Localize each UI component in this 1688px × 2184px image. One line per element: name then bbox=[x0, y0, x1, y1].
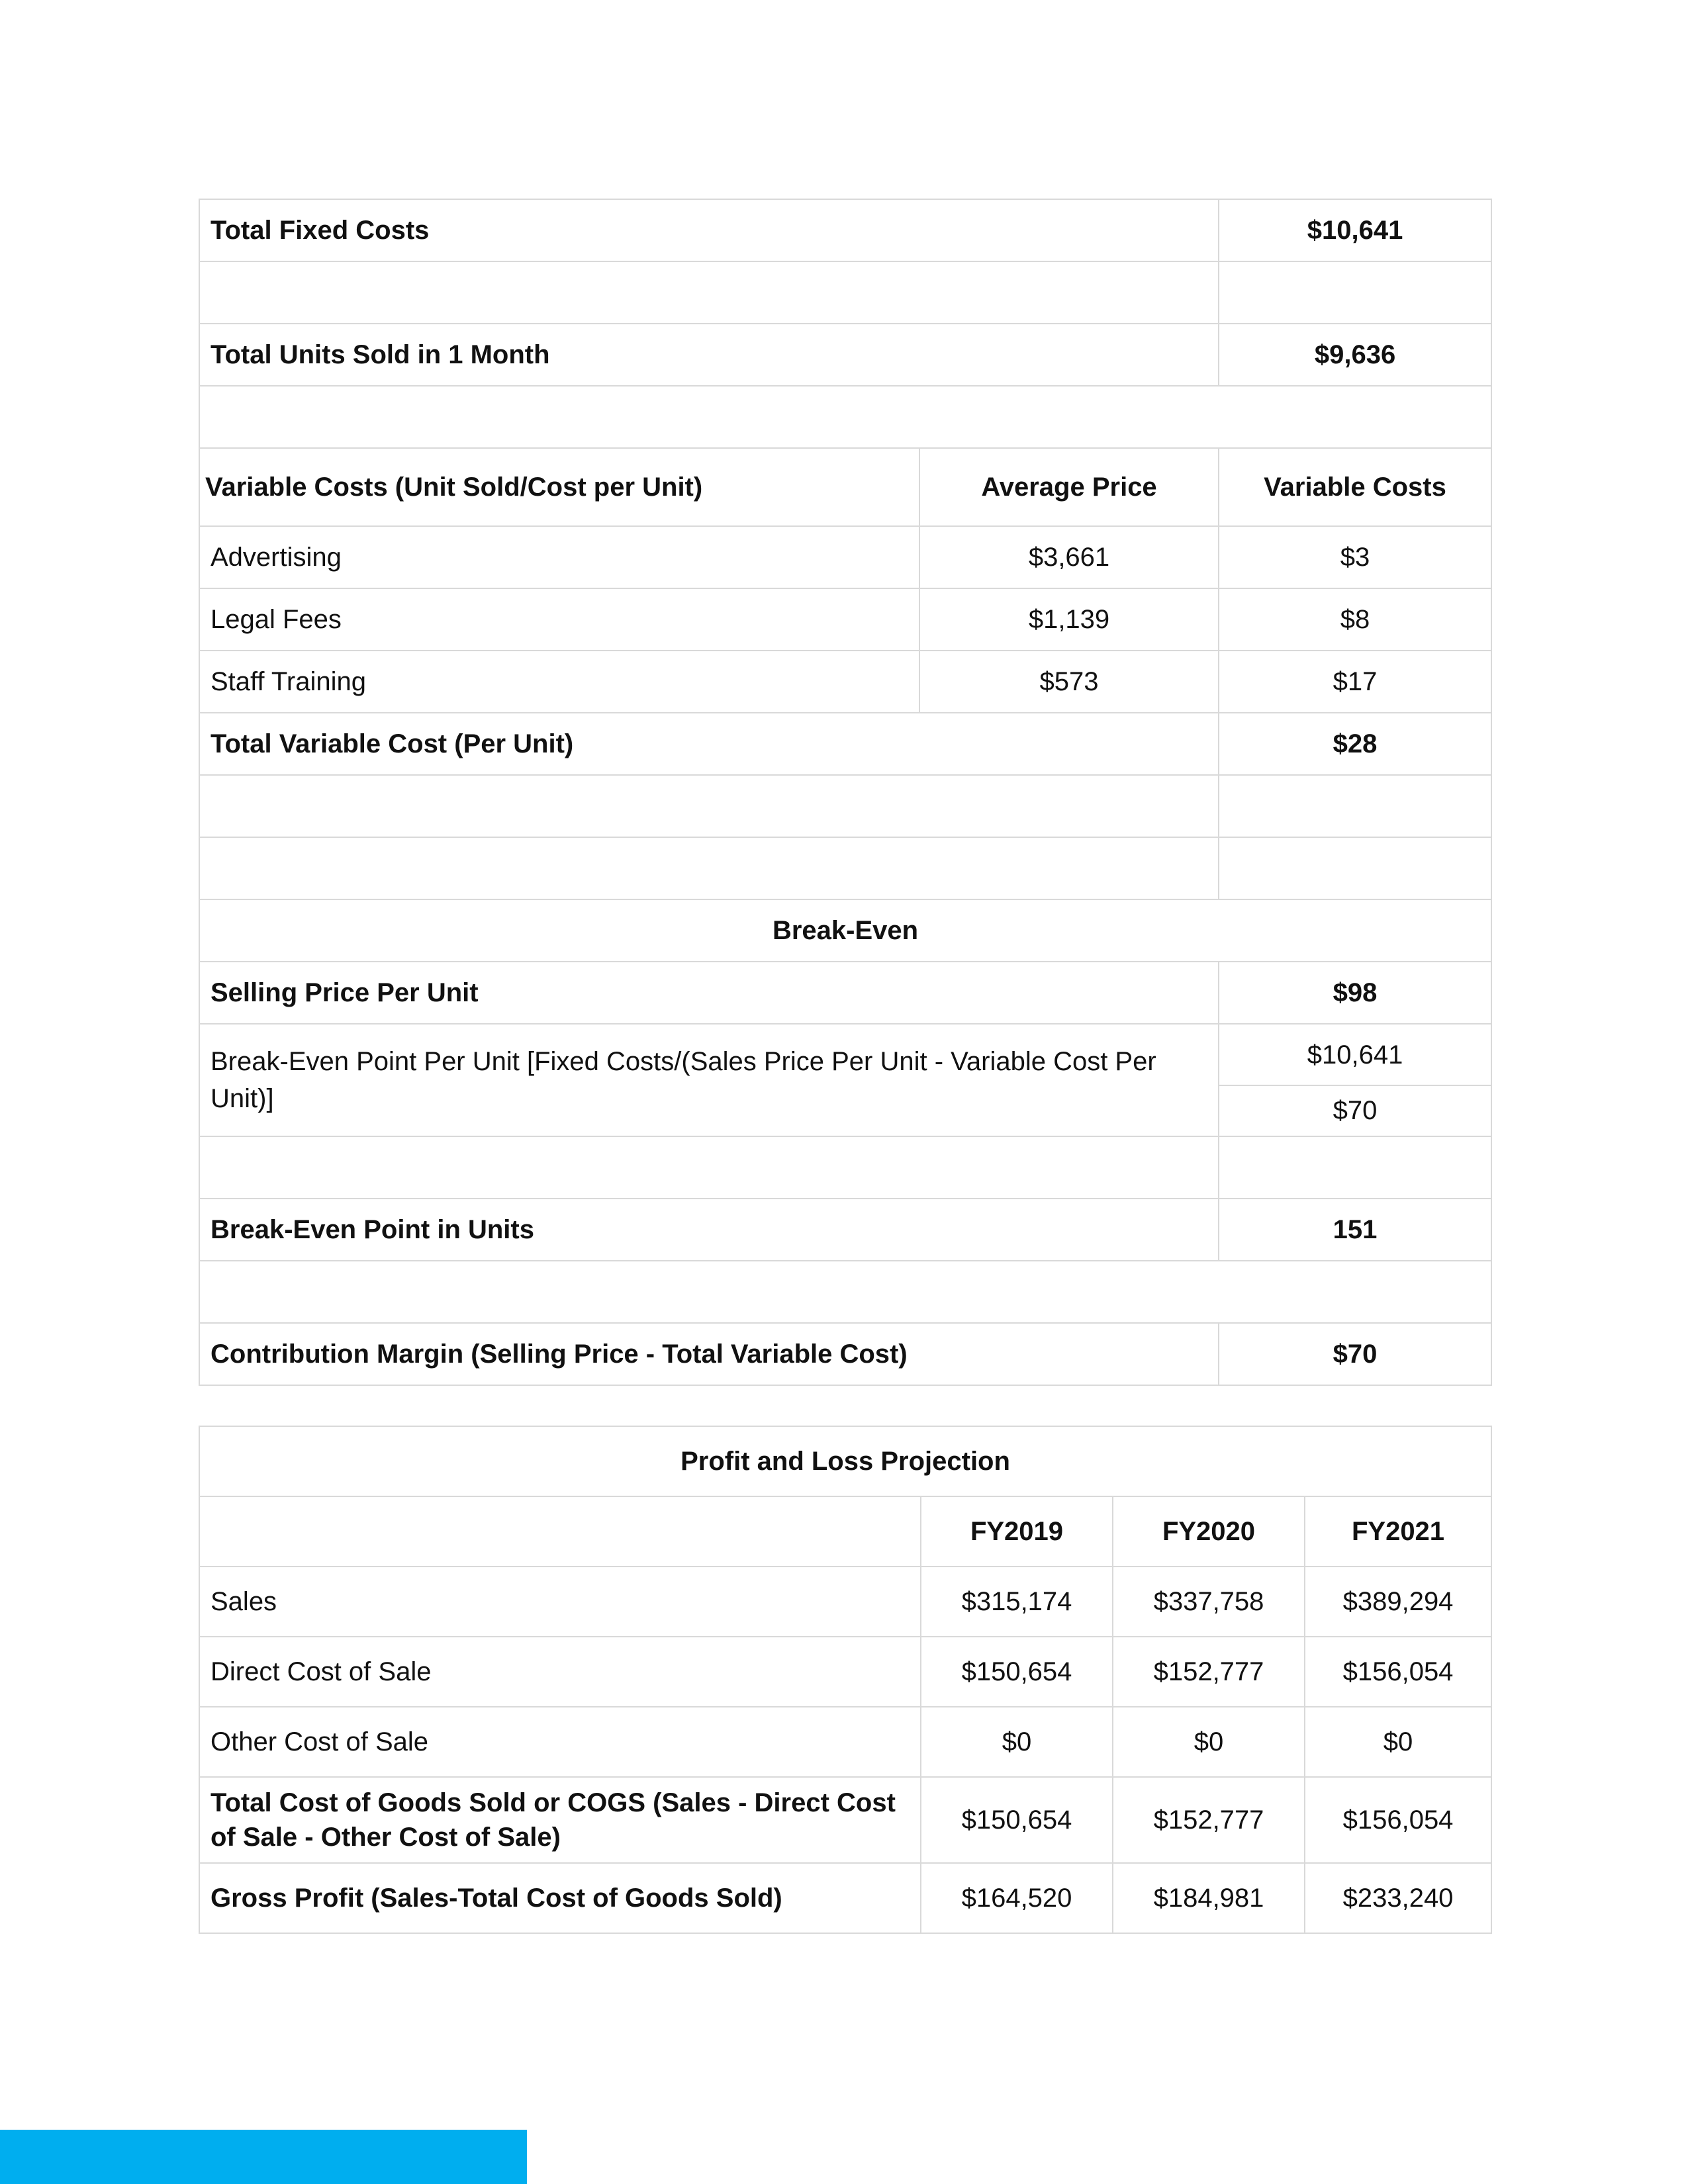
row-value: $0 bbox=[1113, 1707, 1305, 1777]
row-value: $156,054 bbox=[1305, 1777, 1491, 1863]
row-label: Total Cost of Goods Sold or COGS (Sales - Direct Cost of Sale - Other Cost of Sale) bbox=[199, 1777, 921, 1863]
break-even-formula-label: Break-Even Point Per Unit [Fixed Costs/(Sales Price Per Unit - Variable Cost Per Unit)] bbox=[199, 1024, 1219, 1136]
break-even-numerator: $10,641 bbox=[1219, 1025, 1491, 1086]
variable-costs-header: Variable Costs bbox=[1219, 448, 1491, 526]
profit-loss-title: Profit and Loss Projection bbox=[199, 1426, 1491, 1496]
selling-price-value: $98 bbox=[1219, 962, 1491, 1024]
average-price-header: Average Price bbox=[919, 448, 1219, 526]
break-even-units-label: Break-Even Point in Units bbox=[199, 1199, 1219, 1261]
row-value: $389,294 bbox=[1305, 1567, 1491, 1637]
row-value: $184,981 bbox=[1113, 1863, 1305, 1933]
total-fixed-costs-value: $10,641 bbox=[1219, 199, 1491, 261]
average-price-value: $573 bbox=[919, 651, 1219, 713]
year-header: FY2020 bbox=[1113, 1496, 1305, 1567]
break-even-table bbox=[199, 199, 1492, 1386]
break-even-formula-row bbox=[199, 1024, 1491, 1136]
other-cost-row bbox=[199, 1707, 1491, 1777]
total-variable-cost-row bbox=[199, 713, 1491, 775]
year-header: FY2021 bbox=[1305, 1496, 1491, 1567]
row-value: $315,174 bbox=[921, 1567, 1113, 1637]
variable-costs-header-label: Variable Costs (Unit Sold/Cost per Unit) bbox=[199, 448, 919, 526]
gross-profit-row bbox=[199, 1863, 1491, 1933]
variable-cost-row bbox=[199, 526, 1491, 588]
row-value: $233,240 bbox=[1305, 1863, 1491, 1933]
variable-cost-value: $3 bbox=[1219, 526, 1491, 588]
row-value: $337,758 bbox=[1113, 1567, 1305, 1637]
footer-accent-bar bbox=[0, 2130, 527, 2184]
profit-loss-title-row bbox=[199, 1426, 1491, 1496]
break-even-denominator: $70 bbox=[1333, 1096, 1378, 1125]
variable-costs-header-row bbox=[199, 448, 1491, 526]
row-value: $164,520 bbox=[921, 1863, 1113, 1933]
row-label: Sales bbox=[199, 1567, 921, 1637]
row-value: $152,777 bbox=[1113, 1777, 1305, 1863]
blank-row bbox=[199, 261, 1491, 324]
blank-row bbox=[199, 1136, 1491, 1199]
average-price-value: $3,661 bbox=[919, 526, 1219, 588]
cogs-row bbox=[199, 1777, 1491, 1863]
units-sold-value: $9,636 bbox=[1219, 324, 1491, 386]
variable-cost-value: $17 bbox=[1219, 651, 1491, 713]
variable-cost-label: Advertising bbox=[199, 526, 919, 588]
selling-price-label: Selling Price Per Unit bbox=[199, 962, 1219, 1024]
contribution-margin-label: Contribution Margin (Selling Price - Total Variable Cost) bbox=[199, 1323, 1219, 1385]
total-fixed-costs-label: Total Fixed Costs bbox=[199, 199, 1219, 261]
selling-price-row bbox=[199, 962, 1491, 1024]
row-value: $152,777 bbox=[1113, 1637, 1305, 1707]
row-value: $0 bbox=[1305, 1707, 1491, 1777]
row-value: $0 bbox=[921, 1707, 1113, 1777]
contribution-margin-row bbox=[199, 1323, 1491, 1385]
row-label: Other Cost of Sale bbox=[199, 1707, 921, 1777]
sales-row bbox=[199, 1567, 1491, 1637]
average-price-value: $1,139 bbox=[919, 588, 1219, 651]
units-sold-label: Total Units Sold in 1 Month bbox=[199, 324, 1219, 386]
row-value: $156,054 bbox=[1305, 1637, 1491, 1707]
year-header-row bbox=[199, 1496, 1491, 1567]
break-even-title-row bbox=[199, 899, 1491, 962]
variable-cost-label: Legal Fees bbox=[199, 588, 919, 651]
units-sold-row bbox=[199, 324, 1491, 386]
variable-cost-value: $8 bbox=[1219, 588, 1491, 651]
break-even-units-value: 151 bbox=[1219, 1199, 1491, 1261]
contribution-margin-value: $70 bbox=[1219, 1323, 1491, 1385]
row-label: Gross Profit (Sales-Total Cost of Goods Sold) bbox=[199, 1863, 921, 1933]
total-variable-cost-value: $28 bbox=[1219, 713, 1491, 775]
row-label: Direct Cost of Sale bbox=[199, 1637, 921, 1707]
variable-cost-label: Staff Training bbox=[199, 651, 919, 713]
break-even-title: Break-Even bbox=[199, 899, 1491, 962]
break-even-units-row bbox=[199, 1199, 1491, 1261]
blank-row bbox=[199, 775, 1491, 837]
row-value: $150,654 bbox=[921, 1637, 1113, 1707]
total-variable-cost-label: Total Variable Cost (Per Unit) bbox=[199, 713, 1219, 775]
break-even-formula-values bbox=[1219, 1024, 1491, 1136]
direct-cost-row bbox=[199, 1637, 1491, 1707]
variable-cost-row bbox=[199, 651, 1491, 713]
blank-row bbox=[199, 1261, 1491, 1323]
total-fixed-costs-row bbox=[199, 199, 1491, 261]
profit-loss-table bbox=[199, 1426, 1492, 1934]
year-header: FY2019 bbox=[921, 1496, 1113, 1567]
blank-row bbox=[199, 837, 1491, 899]
blank-row bbox=[199, 386, 1491, 448]
row-value: $150,654 bbox=[921, 1777, 1113, 1863]
variable-cost-row bbox=[199, 588, 1491, 651]
